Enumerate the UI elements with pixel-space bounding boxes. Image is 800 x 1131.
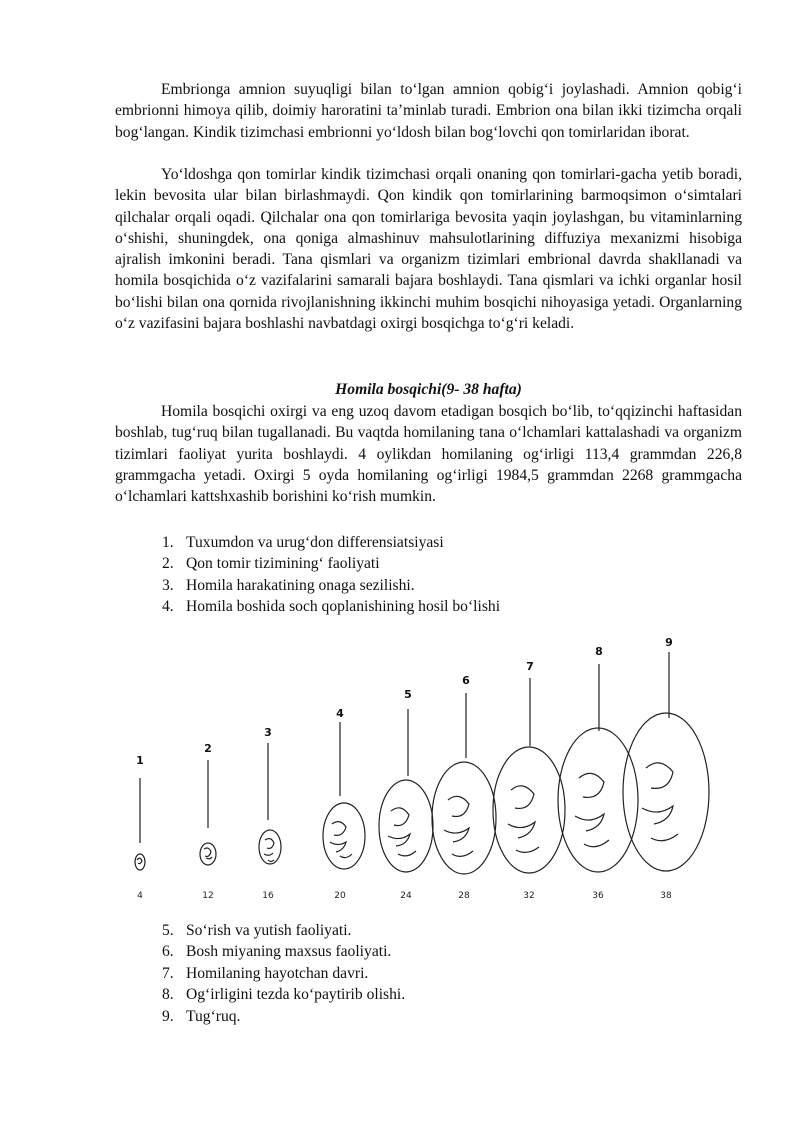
week-label: 28 xyxy=(458,891,470,901)
week-label: 32 xyxy=(523,891,535,901)
section-heading: Homila bosqichi(9- 38 hafta) xyxy=(335,381,522,398)
stage-label: 6 xyxy=(462,674,470,687)
fetal-development-figure xyxy=(118,628,718,906)
stage-label: 7 xyxy=(526,660,534,673)
list-item: 9. Tug‘ruq. xyxy=(162,1007,241,1025)
list-item: 3. Homila harakatining onaga sezilishi. xyxy=(162,576,415,594)
week-label: 36 xyxy=(592,891,604,901)
stage-list-2 xyxy=(162,920,405,1027)
stage-label: 4 xyxy=(336,707,344,720)
paragraph-amnion: Embrionga amnion suyuqligi bilan to‘lgan amnion qobig‘i joylashadi. Amnion qobig‘i embrionni himoya qilib, doimiy haroratini ta’minlab turadi. Embrion ona bilan ikki tizimcha orqali bog‘langan. Kindik tizimchasi embrionni yo‘ldosh bilan bog‘lovchi qon tomirlaridan iborat. xyxy=(115,81,742,141)
list-item: 5. So‘rish va yutish faoliyati. xyxy=(162,922,352,939)
week-label: 16 xyxy=(262,891,274,901)
week-label: 4 xyxy=(137,891,143,901)
week-label: 12 xyxy=(202,891,214,901)
week-labels xyxy=(137,891,672,901)
paragraph-placenta: Yo‘ldoshga qon tomirlar kindik tizimchasi orqali onaning qon tomirlari-gacha yetib boradi, lekin bevosita ular bilan birlashmaydi. Qon kindik qon tomirlarining barmoqsimon o‘simtalari qilchalar orqali oqadi. Qilchalar ona qon tomirlariga bevosita yaqin joylashgan, bu vitaminlarning o‘shishi, shuningdek, ona qoniga almashinuv mahsulotlarining diffuziya mexanizmi hisobiga ajralish imkonini beradi. Tana qismlari va organizm tizimlari embrional davrda shakllanadi va homila bosqichida o‘z vazifalarini samarali bajara boshlaydi. Tana qismlari va ichki organlar hosil bo‘lishi bilan ona qornida rivojlanishning ikkinchi muhim bosqichi nihoyasiga yetadi. Organlarning o‘z vazifasini bajara boshlashi navbatdagi oxirgi bosqichga to‘g‘ri keladi. xyxy=(115,166,742,333)
week-label: 38 xyxy=(660,891,672,901)
list-item: 8. Og‘irligini tezda ko‘paytirib olishi. xyxy=(162,986,406,1004)
stage-label: 2 xyxy=(204,742,212,755)
stage-label: 3 xyxy=(264,726,272,739)
stage-list-1 xyxy=(162,532,500,618)
week-label: 24 xyxy=(400,891,412,901)
list-item: 7. Homilaning hayotchan davri. xyxy=(162,964,369,982)
paragraph-fetal-stage: Homila bosqichi oxirgi va eng uzoq davom etadigan bosqich bo‘lib, to‘qqizinchi haftasidan boshlab, tug‘ruq bilan tugallanadi. Bu vaqtda homilaning tana o‘lchamlari kattalashadi va organizm tizimlari faoliyat yurita boshlaydi. 4 oylikdan homilaning og‘irligi 113,4 grammdan 226,8 grammgacha yetadi. Oxirgi 5 oyda homilaning og‘irligi 1984,5 grammdan 2268 grammgacha o‘lchamlari kattshxashib borishini ko‘rish mumkin. xyxy=(115,403,742,506)
list-item: 4. Homila boshida soch qoplanishining hosil bo‘lishi xyxy=(162,598,501,616)
stage-number-labels xyxy=(136,636,673,767)
stage-label: 1 xyxy=(136,754,144,767)
fetus-growth-illustration xyxy=(118,628,718,906)
stage-label: 5 xyxy=(404,688,412,701)
stage-label: 9 xyxy=(665,636,673,649)
stage-label: 8 xyxy=(595,645,603,658)
list-item: 6. Bosh miyaning maxsus faoliyati. xyxy=(162,943,392,961)
week-label: 20 xyxy=(334,891,346,901)
list-item: 1. Tuxumdon va urug‘don differensiatsiyasi xyxy=(162,534,444,551)
list-item: 2. Qon tomir tizimining‘ faoliyati xyxy=(162,555,380,573)
